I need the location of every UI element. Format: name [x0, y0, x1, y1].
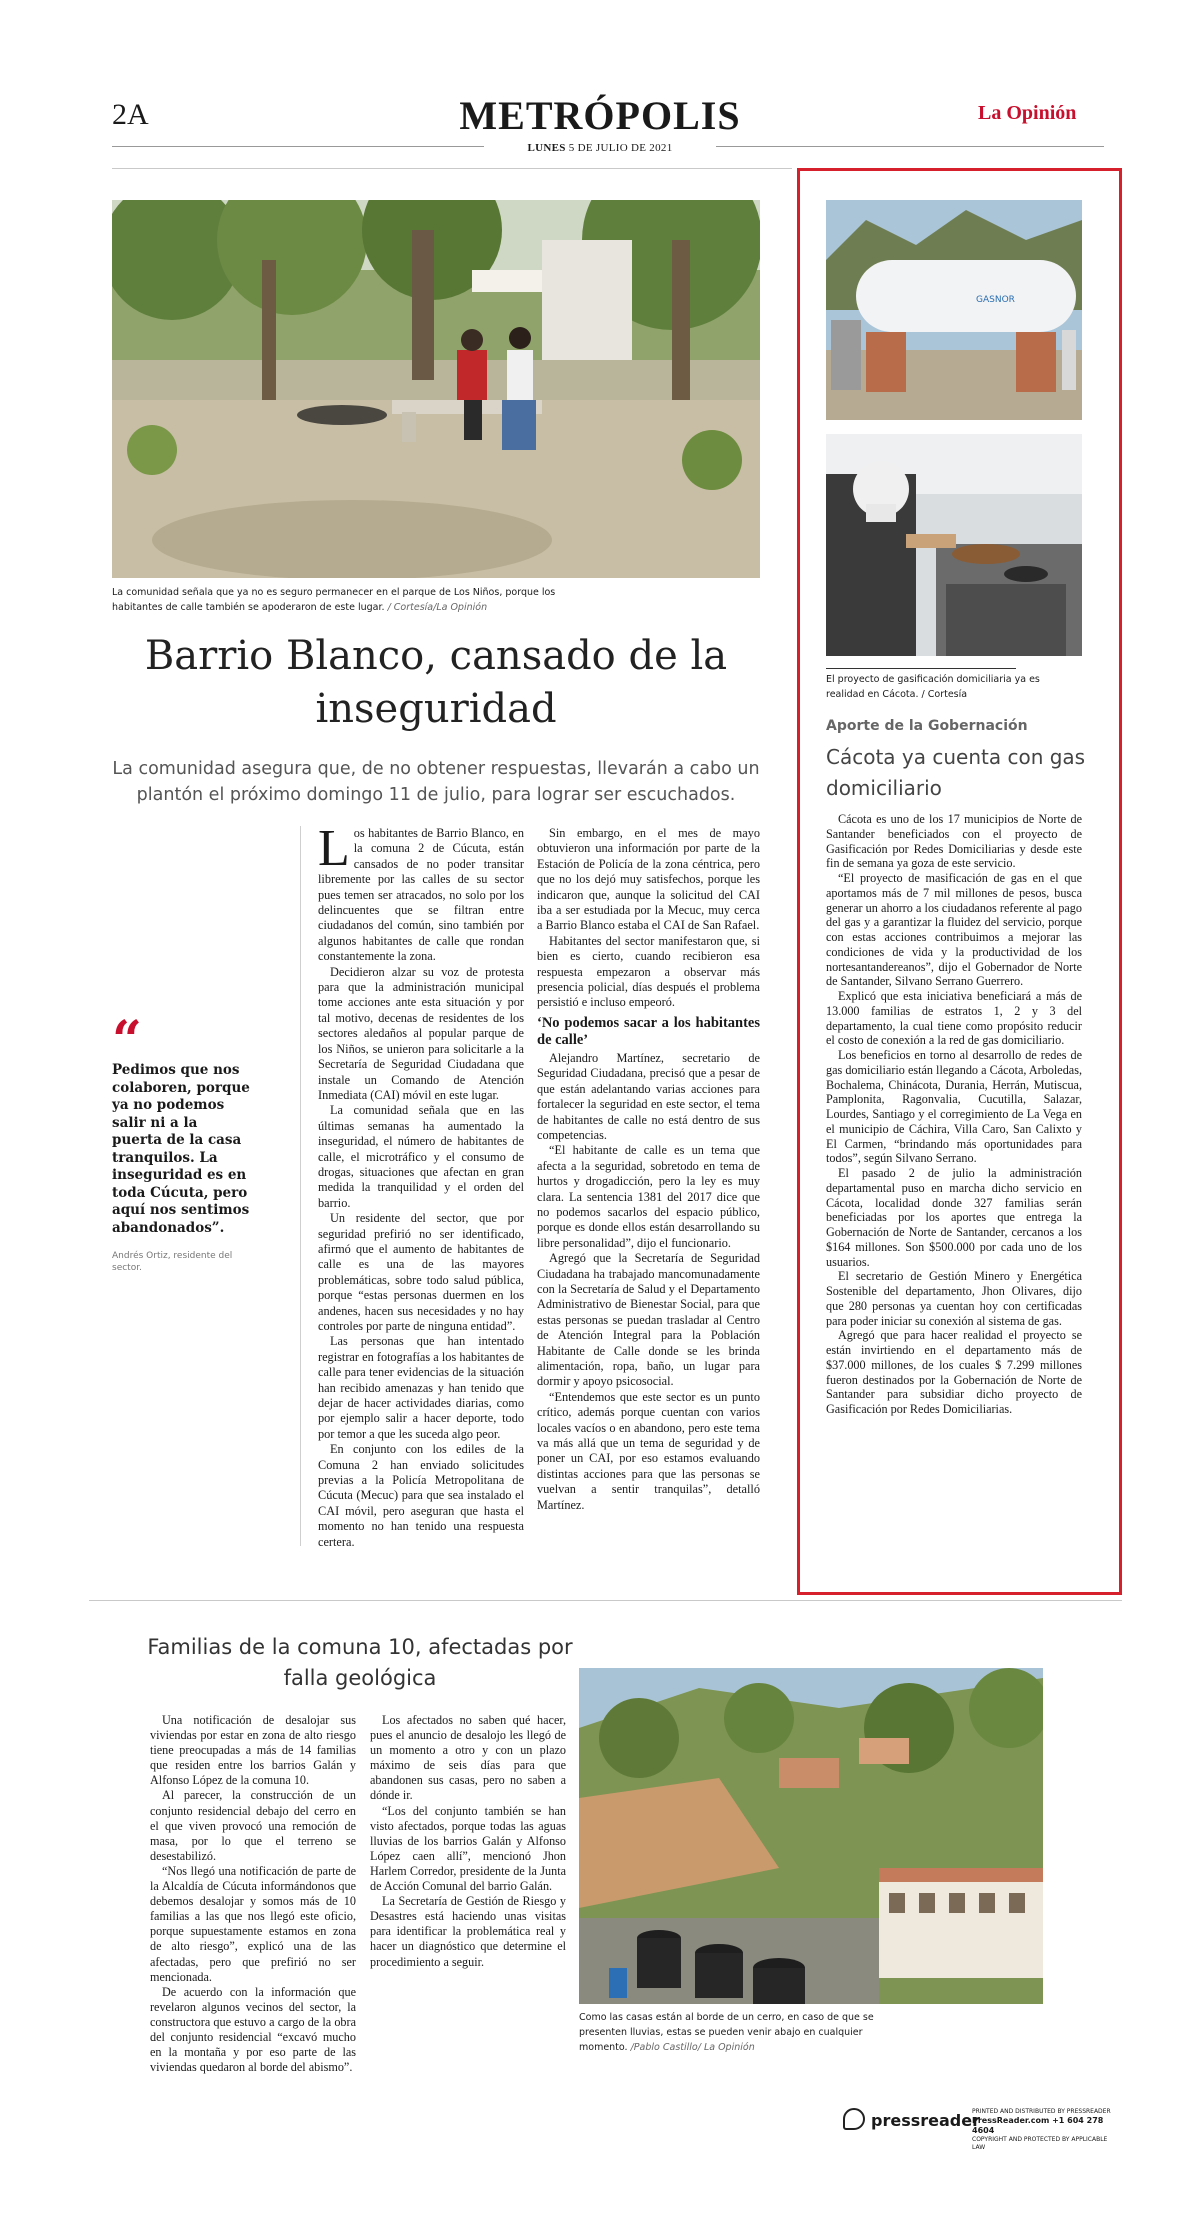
paragraph: “Los del conjunto también se han visto afectados, porque todas las aguas lluvias de los barrios Galán y Alfonso López caen allí”, mencionó Jhon Harlem Corredor, presidente de la Junta de Acción Comunal del barrio Galán. — [370, 1803, 566, 1894]
pressreader-notice — [972, 2108, 1122, 2152]
paragraph: “El habitante de calle es un tema que afecta a la seguridad, sobretodo en tema de hurtos y drogadicción, pero la ley es muy clara. La sentencia 1381 del 2017 dice que no podemos sacarlos del espacio público, porque es donde ellos están desarrollando su libre personalidad”, dijo el funcionario. — [537, 1143, 760, 1250]
caption-text: Como las casas están al borde de un cerro, en caso de que se presenten lluvias, estas se pueden venir abajo en cualquier momento. — [579, 2012, 874, 2053]
sidebar-column — [826, 812, 1082, 1417]
notice-line-1: PRINTED AND DISTRIBUTED BY PRESSREADER — [972, 2108, 1111, 2115]
issue-date-rest: 5 DE JULIO DE 2021 — [568, 142, 673, 154]
paragraph: De acuerdo con la información que revelaron algunos vecinos del sector, la constructora que estuvo a cargo de la obra del conjunto residencial “excavó mucho en la montaña y por eso parte de las viviendas quedaron al borde del abismo”. — [150, 1984, 356, 2075]
paragraph — [318, 820, 524, 965]
paragraph: Los afectados no saben qué hacer, pues el anuncio de desalojo les llegó de un momento a otro y con un plazo máximo de seis días para que abandonen sus casas, pero no saben a dónde ir. — [370, 1713, 566, 1803]
gas-photo-caption — [826, 672, 1076, 702]
pull-quote: Pedimos que nos colaboren, porque ya no podemos salir ni a la puerta de la casa tranquilos. La inseguridad es en toda Cúcuta, pero aquí nos sentimos abandonados”. — [112, 1062, 250, 1236]
sidebar-title: Cácota ya cuenta con gas domiciliario — [826, 745, 1086, 800]
notice-line-3: COPYRIGHT AND PROTECTED BY APPLICABLE LAW — [972, 2136, 1108, 2151]
paragraph: “El proyecto de masificación de gas en el que aportamos más de 7 mil millones de pesos, busca generar un ahorro a los ciudadanos referente al pago del gas y a garantizar la fluidez del servicio, porque con estas acciones contribuimos a mejorar las condiciones de vida y la productividad de los nortesantandereanos”, dijo el Gobernador de Norte de Santander, Silvano Serrano Guerrero. — [826, 871, 1082, 989]
paragraph-text: os habitantes de Barrio Blanco, en la comuna 2 de Cúcuta, están cansados de no poder transitar libremente por las calles de su sector pues temen ser atracados, no solo por los delincuentes que se filtran entre ciudadanos del común, sino también por algunos habitantes de calle que rondan constantemente la zona. — [318, 826, 524, 964]
subheading: ‘No podemos sacar a los habitantes de calle’ — [537, 1014, 760, 1048]
paragraph: Agregó que para hacer realidad el proyecto se están invirtiendo en el departamento más de $37.000 millones, de los cuales $ 7.299 millones fueron destinados por la Gobernación de Norte de Santander para subsidiar dicho proyecto de Gasificación por Redes Domiciliarias. — [826, 1328, 1082, 1416]
paragraph: Decidieron alzar su voz de protesta para que la administración municipal tome acciones ante esta situación y por tal motivo, decenas de residentes de los sectores aledaños al popular parque de los Niños, se unieron para solicitarle a la Secretaría de Seguridad Ciudadana que instale un Comando de Atención Inmediata (CAI) móvil en este lugar. — [318, 964, 524, 1102]
issue-date-day: LUNES — [527, 142, 566, 154]
drop-cap: L — [318, 820, 350, 877]
paragraph: El pasado 2 de julio la administración departamental puso en marcha dicho servicio en Cácota, localidad donde 327 familias serán beneficiadas por los aportes que entrega la Gobernación de Norte de Santander, cercanos a los $164 millones. Son $500.000 por cada uno de los usuarios. — [826, 1166, 1082, 1269]
newspaper-logo: La Opinión — [978, 102, 1077, 124]
caption-text: La comunidad señala que ya no es seguro permanecer en el parque de Los Niños, porque los habitantes de calle también se apoderaron de este lugar. — [112, 587, 556, 613]
paragraph: Al parecer, la construcción de un conjunto residencial debajo del cerro en el que viven provocó una remoción de masa, por lo que el terreno se desestabilizó. — [150, 1788, 356, 1863]
bottom-story-column-1 — [150, 1713, 356, 2075]
paragraph: Agregó que la Secretaría de Seguridad Ciudadana ha trabajado mancomunadamente con la Secretaría de Salud y el Departamento Administrativo de Bienestar Social, para que estas personas se puedan trasladar al Centro de Atención Integral para la Población Habitante de Calle donde se les brinda alimentación, ropa, baño, un lugar para dormir y apoyo psicosocial. — [537, 1251, 760, 1389]
paragraph: Habitantes del sector manifestaron que, si bien es cierto, cuando recibieron esa respuesta empezaron a observar más presencia policial, días después el problema persistió e incluso empeoró. — [537, 933, 760, 1010]
section-divider — [112, 168, 792, 169]
paragraph: Cácota es uno de los 17 municipios de Norte de Santander beneficiados con el proyecto de Gasificación por Redes Domiciliarias y desde este fin de semana ya goza de este servicio. — [826, 812, 1082, 871]
pull-quote-attribution: Andrés Ortiz, residente del sector. — [112, 1251, 233, 1273]
caption-text: El proyecto de gasificación domiciliaria ya es realidad en Cácota. — [826, 674, 1040, 700]
notice-line-2: PressReader.com +1 604 278 4604 — [972, 2116, 1104, 2135]
page-number: 2A — [112, 98, 149, 131]
paragraph: La comunidad señala que en las últimas semanas ha aumentado la inseguridad, el número de habitantes de calle, el microtráfico y el consumo de drogas, situaciones que afectan en gran medida la tranquilidad y el orden del barrio. — [318, 1103, 524, 1210]
caption-rule — [826, 668, 1016, 669]
paragraph: Alejandro Martínez, secretario de Seguridad Ciudadana, precisó que a pesar de que están adelantando varias acciones para fortalecer la seguridad en este sector, el tema de habitantes de calle no está dentro de sus competencias. — [537, 1050, 760, 1142]
paragraph: Una notificación de desalojar sus viviendas por estar en zona de alto riesgo tiene preocupadas a más de 14 familias que residen entre los barrios Galán y Alfonso López de la comuna 10. — [150, 1713, 356, 1788]
sidebar-kicker: Aporte de la Gobernación — [826, 718, 1028, 734]
paragraph: Explicó que esta iniciativa beneficiará a más de 13.000 familias de estratos 1, 2 y 3 del departamento, la cual tiene como propósito reducir el costo de conexión a la red de gas domiciliario. — [826, 989, 1082, 1048]
main-story-column-1 — [318, 820, 524, 1550]
gas-tank-photo — [826, 200, 1082, 420]
quote-mark-icon: “ — [112, 1010, 142, 1071]
pressreader-logo: pressreader — [871, 2111, 980, 2130]
photo-credit: / Cortesía/La Opinión — [387, 602, 488, 613]
main-headline: Barrio Blanco, cansado de la inseguridad — [144, 633, 728, 732]
section-divider — [89, 1600, 1122, 1601]
issue-date — [0, 142, 1200, 154]
paragraph: “Nos llegó una notificación de parte de la Alcaldía de Cúcuta informándonos que debemos desalojar y somos más de 10 familias a las que nos llegó este oficio, porque supuestamente estamos en zona de alto riesgo”, explicó una de las afectadas, pero que prefirió no ser mencionada. — [150, 1863, 356, 1984]
main-story-column-2 — [537, 826, 760, 1513]
tank-label: GASNOR — [976, 295, 1015, 305]
kitchen-photo — [826, 434, 1082, 656]
paragraph: “Entendemos que este sector es un punto crítico, además porque cuentan con varios locales vacíos o en abandono, pero este tema va más allá que un tema de seguridad y de poner un CAI, por eso estamos evaluando distintas acciones para que las personas se vuelvan a sentir tranquilas”, detalló Martínez. — [537, 1389, 760, 1512]
column-rule — [300, 826, 301, 1546]
park-photo-caption — [112, 585, 572, 615]
main-deck: La comunidad asegura que, de no obtener respuestas, llevarán a cabo un plantón el próximo domingo 11 de julio, para lograr ser escuchados. — [112, 759, 760, 805]
pressreader-icon — [843, 2108, 865, 2130]
paragraph: El secretario de Gestión Minero y Energética Sostenible del departamento, Jhon Olivares, dijo que 280 personas ya cuentan hoy con certificadas para poder iniciar su conexión al sistema de gas. — [826, 1269, 1082, 1328]
bottom-story-column-2 — [370, 1713, 566, 1970]
park-photo — [112, 200, 760, 578]
paragraph: Las personas que han intentado registrar en fotografías a los habitantes de calle para tener evidencias de la situación han recibido amenazas y han tenido que dejar de hacer actividades diarias, como por ejemplo salir a hacer deporte, todo por temor a que les suceda algo peor. — [318, 1334, 524, 1441]
section-title: METRÓPOLIS — [459, 93, 741, 138]
paragraph: Sin embargo, en el mes de mayo obtuvieron una información por parte de la Estación de Policía de la zona céntrica, pero que no los dejó muy satisfechos, porque les indicaron que, aunque la solicitud del CAI iba a ser estudiada por la Mecuc, muy cerca a Barrio Blanco estaba el CAI de San Rafael. — [537, 826, 760, 933]
paragraph: Un residente del sector, que por seguridad prefirió no ser identificado, afirmó que el aumento de habitantes de calle es una de las mayores problemáticas, sobre todo salud pública, porque “estas personas duermen en los andenes, hacen sus necesidades y no hay controles por parte de ninguna entidad”. — [318, 1211, 524, 1333]
hillside-photo — [579, 1668, 1043, 2004]
photo-credit: /Pablo Castillo/ La Opinión — [630, 2042, 755, 2053]
bottom-headline: Familias de la comuna 10, afectadas por falla geológica — [147, 1635, 573, 1690]
photo-credit: / Cortesía — [921, 689, 968, 700]
hillside-photo-caption — [579, 2010, 879, 2055]
paragraph: En conjunto con los ediles de la Comuna 2 han enviado solicitudes previas a la Policía Metropolitana de Cúcuta (Mecuc) para que sea instalado el CAI móvil, pero aseguran que hasta el momento no han tenido una respuesta certera. — [318, 1442, 524, 1549]
paragraph: Los beneficios en torno al desarrollo de redes de gas domiciliario están llegando a Cácota, Arboledas, Bochalema, Chinácota, Durania, Herrán, Mutiscua, Pamplonita, Ragonvalia, Cucutilla, Salazar, Lourdes, Santiago y el corregimiento de La Vega en el municipio de Cáchira, Villa Caro, San Calixto y El Carmen, “brindando más oportunidades para todos”, según Silvano Serrano. — [826, 1048, 1082, 1166]
paragraph: La Secretaría de Gestión de Riesgo y Desastres está haciendo unas visitas para identificar la problemática real y hacer un diagnóstico que determine el procedimiento a seguir. — [370, 1894, 566, 1969]
